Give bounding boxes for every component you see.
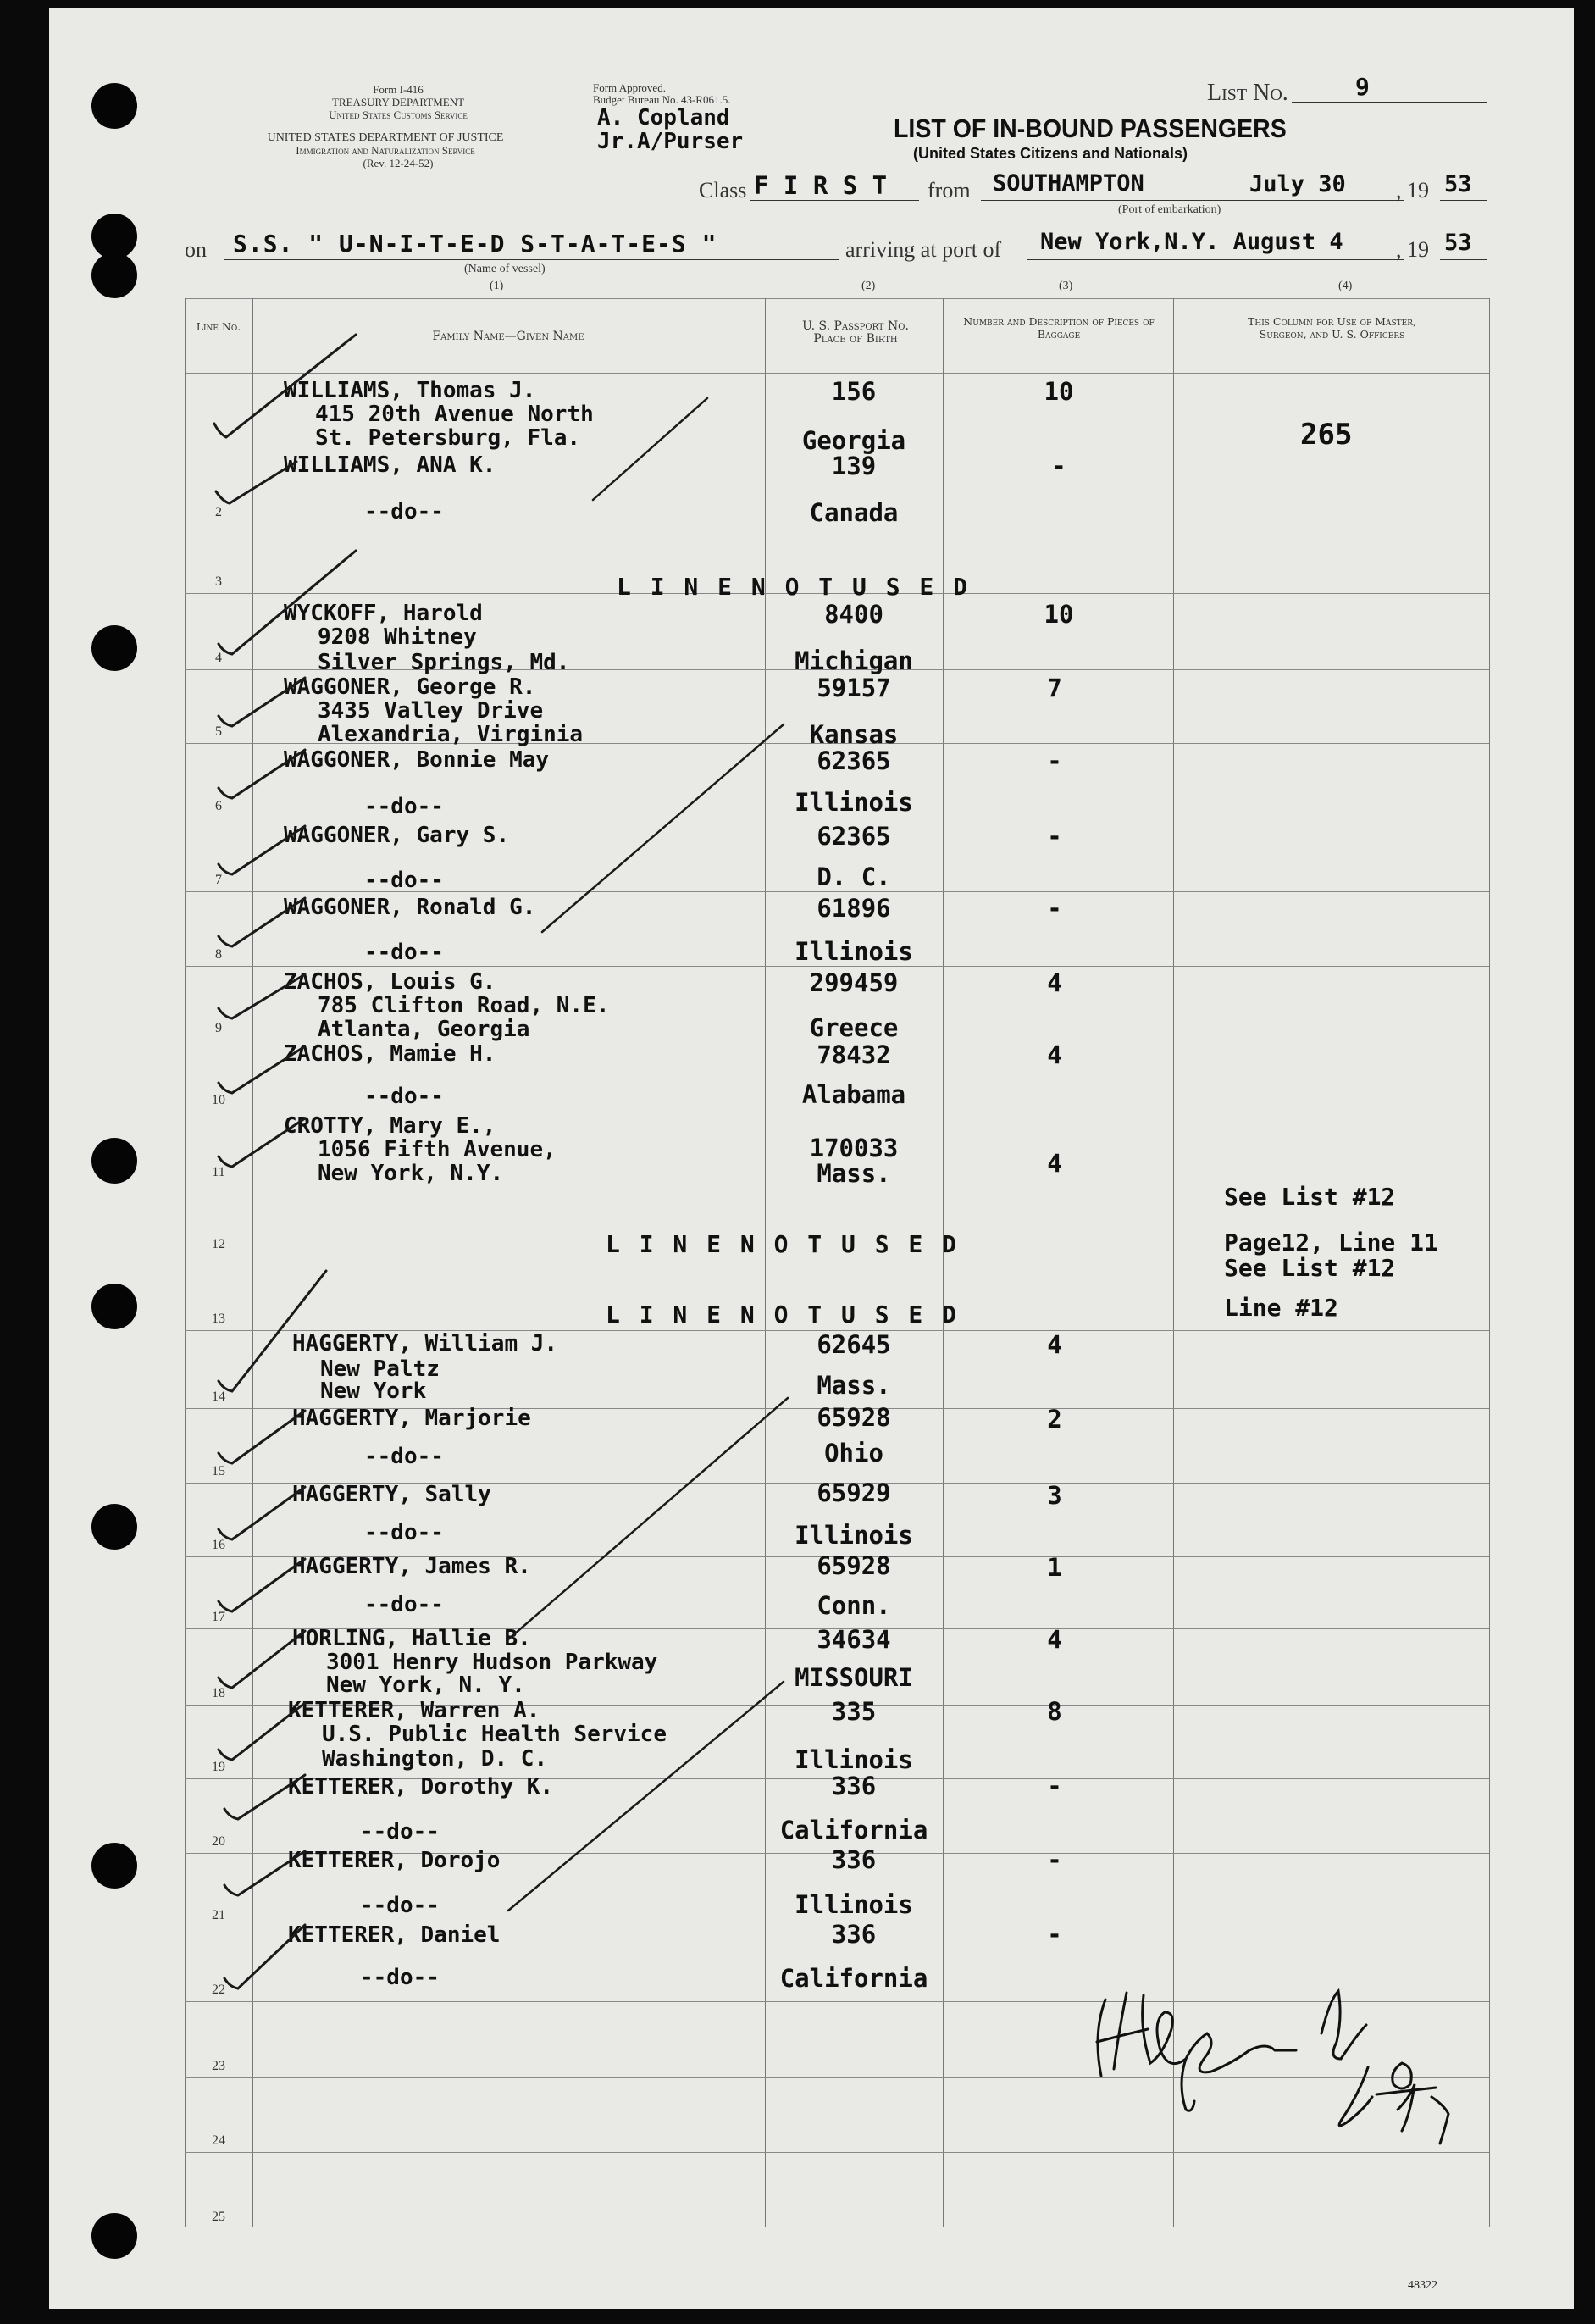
passenger-address: Alexandria, Virginia (318, 722, 584, 747)
passport-number: 156 (831, 377, 877, 406)
passenger-address: --do-- (364, 1084, 444, 1109)
passport-number: 336 (831, 1772, 877, 1800)
check-mark (219, 1118, 305, 1167)
passport-number: 78432 (817, 1040, 891, 1069)
passport-number: 65929 (817, 1478, 891, 1507)
place-of-birth: Kansas (809, 720, 899, 749)
place-of-birth: Canada (809, 498, 899, 527)
line-not-used: L I N E N O T U S E D (606, 1230, 960, 1258)
passenger-name: ZACHOS, Louis G. (284, 969, 496, 995)
line-not-used: L I N E N O T U S E D (617, 573, 971, 601)
line-number: 19 (212, 1760, 225, 1774)
line-number: 17 (212, 1610, 225, 1624)
budget-bureau: Budget Bureau No. 43-R061.5. (593, 93, 731, 106)
baggage-count: - (1047, 746, 1062, 775)
line-number: 14 (212, 1389, 225, 1404)
passport-number: 62365 (817, 746, 891, 775)
line-number: 21 (212, 1908, 225, 1922)
strike-lines (508, 398, 788, 1911)
passport-number: 170033 (809, 1134, 899, 1162)
baggage-count: 1 (1047, 1553, 1062, 1582)
line-number: 7 (215, 873, 222, 887)
form-number: Form I-416 (373, 83, 424, 96)
passport-number: 59157 (817, 674, 891, 702)
line-number: 10 (212, 1093, 225, 1107)
baggage-count: - (1047, 894, 1062, 923)
check-mark (219, 1703, 305, 1760)
revision-date: (Rev. 12-24-52) (363, 157, 434, 169)
passenger-address: New York (320, 1378, 427, 1404)
line-number: 8 (215, 947, 222, 962)
inspector-signature (1097, 1991, 1448, 2144)
strike-line (542, 724, 784, 932)
passenger-address: New Paltz (320, 1356, 440, 1382)
line-number: 4 (215, 651, 222, 665)
footer-number: 48322 (1408, 2279, 1437, 2292)
passenger-address: --do-- (360, 1819, 440, 1844)
column-header-line-no: Line No. (196, 320, 241, 333)
line-number: 12 (212, 1237, 225, 1251)
embarkation-port: SOUTHAMPTON (993, 170, 1144, 197)
strike-line (508, 1398, 788, 1639)
line-number: 2 (215, 505, 222, 519)
passenger-address: --do-- (364, 499, 444, 524)
officer-note: Line #12 (1224, 1294, 1338, 1322)
passenger-address: 785 Clifton Road, N.E. (318, 993, 610, 1018)
passport-number: 65928 (817, 1403, 891, 1432)
treasury-dept: TREASURY DEPARTMENT (331, 96, 465, 108)
passenger-address: --do-- (364, 1444, 444, 1469)
passenger-name: KETTERER, Dorothy K. (288, 1774, 554, 1800)
place-of-birth: Illinois (795, 937, 913, 966)
column-header-passport: U. S. Passport No. Place of Birth (802, 319, 909, 346)
column-index-4: (4) (1338, 280, 1353, 292)
place-of-birth: Illinois (795, 788, 913, 817)
passenger-address: New York, N.Y. (318, 1161, 504, 1186)
check-mark (216, 462, 296, 503)
baggage-count: - (1047, 1845, 1062, 1874)
column-header-baggage: Number and Description of Pieces of Baggage (963, 315, 1155, 341)
port-caption: (Port of embarkation) (1118, 203, 1221, 216)
passenger-address: 3001 Henry Hudson Parkway (326, 1650, 658, 1675)
baggage-count: 10 (1044, 600, 1074, 629)
passenger-address: --do-- (364, 794, 444, 819)
officer-note: Page12, Line 11 (1224, 1229, 1438, 1256)
on-label: on (185, 237, 207, 262)
passenger-name: WAGGONER, Bonnie May (284, 747, 550, 773)
passenger-name: WAGGONER, Gary S. (284, 823, 510, 848)
line-not-used: L I N E N O T U S E D (606, 1301, 960, 1328)
place-of-birth: Ohio (824, 1439, 883, 1467)
check-mark (219, 974, 305, 1018)
passenger-name: HAGGERTY, William J. (292, 1331, 558, 1356)
place-of-birth: D. C. (817, 862, 891, 891)
passenger-name: HAGGERTY, James R. (292, 1554, 531, 1579)
list-no-label: List No. (1207, 80, 1288, 106)
passport-number: 335 (831, 1697, 877, 1726)
passenger-address: --do-- (364, 1520, 444, 1545)
customs-service: United States Customs Service (329, 108, 468, 121)
passenger-name: HAGGERTY, Sally (292, 1482, 491, 1507)
passenger-name: KETTERER, Daniel (288, 1922, 501, 1948)
officer-note: See List #12 (1224, 1254, 1396, 1282)
baggage-count: 2 (1047, 1405, 1062, 1434)
passenger-name: HORLING, Hallie B. (292, 1626, 531, 1651)
passenger-address: 3435 Valley Drive (318, 698, 544, 724)
check-mark (219, 1631, 305, 1688)
passenger-address: U.S. Public Health Service (322, 1722, 667, 1747)
document-subtitle: (United States Citizens and Nationals) (913, 145, 1188, 162)
passenger-name: WYCKOFF, Harold (284, 601, 483, 626)
line-number: 18 (212, 1686, 225, 1700)
justice-dept: UNITED STATES DEPARTMENT OF JUSTICE (267, 131, 504, 144)
passenger-address: --do-- (360, 1893, 440, 1918)
line-number: 20 (212, 1834, 225, 1849)
check-mark (224, 1851, 305, 1895)
class-label: Class (699, 178, 747, 202)
passenger-address: --do-- (364, 940, 444, 965)
embarkation-date: July 30 (1249, 171, 1346, 197)
passenger-address: St. Petersburg, Fla. (315, 425, 581, 451)
baggage-count: - (1047, 1920, 1062, 1949)
line-number: 5 (215, 724, 222, 739)
passport-number: 62365 (817, 822, 891, 851)
passenger-address: 9208 Whitney (318, 624, 477, 650)
baggage-count: 4 (1047, 1149, 1062, 1178)
passenger-name: WAGGONER, Ronald G. (284, 895, 536, 920)
passenger-address: 415 20th Avenue North (315, 402, 594, 427)
baggage-count: 8 (1047, 1697, 1062, 1726)
arrival-year: 53 (1444, 230, 1472, 256)
line-number: 24 (212, 2133, 225, 2148)
passenger-name: WILLIAMS, Thomas J. (284, 378, 536, 403)
column-index-3: (3) (1059, 280, 1073, 292)
line-number: 9 (215, 1021, 222, 1035)
place-of-birth: MISSOURI (795, 1663, 913, 1692)
year-prefix-2: , 19 (1396, 237, 1429, 262)
place-of-birth: California (779, 1816, 928, 1844)
baggage-count: 7 (1047, 674, 1062, 702)
year-prefix: , 19 (1396, 178, 1429, 202)
check-marks (214, 335, 356, 1988)
document-title: LIST OF IN-BOUND PASSENGERS (894, 114, 1287, 143)
passport-number: 65928 (817, 1551, 891, 1580)
line-number: 22 (212, 1983, 225, 1997)
check-mark (219, 898, 305, 946)
place-of-birth: Mass. (817, 1159, 891, 1188)
purser-name: A. Copland (597, 105, 730, 130)
embarkation-year: 53 (1444, 171, 1472, 197)
line-number: 16 (212, 1538, 225, 1552)
baggage-count: - (1051, 452, 1066, 480)
check-mark (219, 1411, 305, 1463)
passenger-address: --do-- (364, 868, 444, 893)
form-approved: Form Approved. (593, 81, 666, 94)
line-number: 11 (212, 1165, 225, 1179)
list-no-value: 9 (1355, 73, 1370, 101)
place-of-birth: California (779, 1964, 928, 1993)
check-mark (219, 826, 305, 874)
baggage-count: - (1047, 1772, 1062, 1800)
line-number: 13 (212, 1312, 225, 1326)
passenger-name: KETTERER, Warren A. (288, 1698, 540, 1723)
check-mark (219, 678, 305, 726)
passenger-name: ZACHOS, Mamie H. (284, 1041, 496, 1067)
baggage-count: 10 (1044, 377, 1074, 406)
officer-note: See List #12 (1224, 1183, 1396, 1211)
line-number: 23 (212, 2059, 225, 2073)
ins-service: Immigration and Naturalization Service (296, 144, 475, 157)
passenger-address: --do-- (360, 1965, 440, 1990)
place-of-birth: Mass. (817, 1371, 891, 1400)
passenger-name: WAGGONER, George R. (284, 674, 536, 700)
passport-number: 139 (831, 452, 877, 480)
arrival-port: New York,N.Y. August 4 (1040, 229, 1343, 255)
check-mark (219, 1271, 326, 1391)
column-header-name: Family Name—Given Name (432, 330, 584, 343)
check-mark (224, 1775, 305, 1819)
passenger-address: 1056 Fifth Avenue, (318, 1137, 557, 1162)
check-mark (219, 1046, 305, 1093)
baggage-count: 4 (1047, 1330, 1062, 1359)
passenger-address: Silver Springs, Md. (318, 650, 570, 675)
strike-line (508, 1682, 784, 1911)
line-number: 3 (215, 574, 222, 589)
check-mark (224, 1925, 305, 1988)
place-of-birth: Illinois (795, 1745, 913, 1774)
purser-title: Jr.A/Purser (597, 129, 744, 154)
passenger-address: New York, N. Y. (326, 1672, 525, 1698)
passenger-name: HAGGERTY, Marjorie (292, 1406, 531, 1431)
line-number: 25 (212, 2210, 225, 2224)
baggage-count: 3 (1047, 1481, 1062, 1510)
passport-number: 299459 (809, 968, 899, 997)
passport-number: 62645 (817, 1330, 891, 1359)
place-of-birth: Georgia (801, 426, 906, 455)
baggage-count: 4 (1047, 1625, 1062, 1654)
vessel-caption: (Name of vessel) (464, 263, 546, 275)
baggage-count: 4 (1047, 1040, 1062, 1069)
passport-number: 8400 (824, 600, 883, 629)
strike-line (593, 398, 707, 500)
column-index-2: (2) (861, 280, 876, 292)
passport-number: 34634 (817, 1625, 891, 1654)
column-header-officers: This Column for Use of Master, Surgeon, and U. S. Officers (1248, 315, 1416, 341)
check-mark (219, 1487, 305, 1539)
place-of-birth: Conn. (817, 1591, 891, 1620)
arriving-label: arriving at port of (845, 237, 1002, 262)
check-mark (219, 551, 356, 654)
check-mark (219, 1559, 305, 1611)
check-mark (214, 335, 356, 437)
passenger-name: KETTERER, Dorojo (288, 1848, 501, 1873)
line-number: 6 (215, 799, 222, 813)
from-label: from (928, 178, 971, 202)
passenger-name: WILLIAMS, ANA K. (284, 452, 496, 478)
place-of-birth: Greece (809, 1013, 899, 1042)
passenger-name: CROTTY, Mary E., (284, 1113, 496, 1139)
place-of-birth: Illinois (795, 1890, 913, 1919)
vessel-name: S.S. " U-N-I-T-E-D S-T-A-T-E-S " (233, 230, 717, 258)
passport-number: 61896 (817, 894, 891, 923)
baggage-count: 4 (1047, 968, 1062, 997)
passport-number: 336 (831, 1845, 877, 1874)
check-mark (219, 750, 305, 798)
baggage-count: - (1047, 822, 1062, 851)
passport-number: 336 (831, 1920, 877, 1949)
line-number: 15 (212, 1464, 225, 1478)
place-of-birth: Illinois (795, 1521, 913, 1550)
place-of-birth: Michigan (795, 646, 913, 675)
place-of-birth: Alabama (801, 1080, 906, 1109)
passenger-address: Atlanta, Georgia (318, 1017, 530, 1042)
officer-count: 265 (1300, 418, 1353, 452)
passenger-address: Washington, D. C. (322, 1746, 548, 1772)
passenger-address: --do-- (364, 1592, 444, 1617)
class-value: F I R S T (754, 171, 888, 200)
column-index-1: (1) (490, 280, 504, 292)
